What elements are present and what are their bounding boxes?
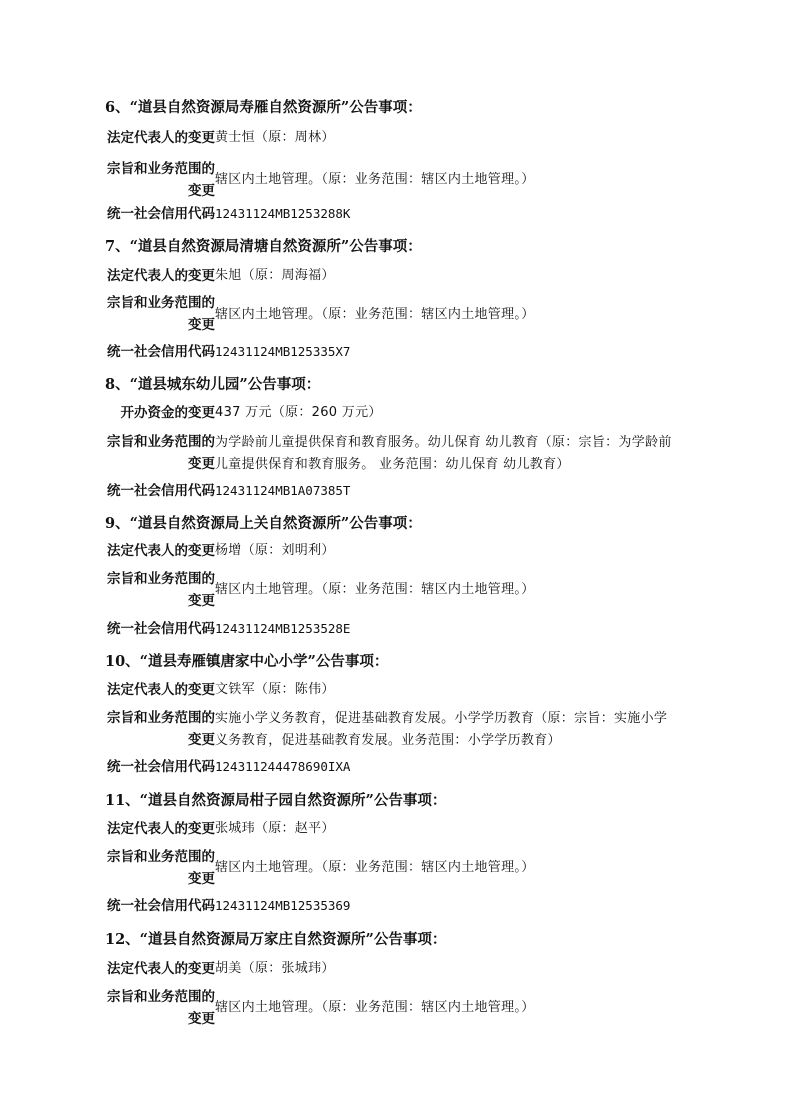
field-label xyxy=(103,568,215,612)
field-label-line: 宗旨和业务范围的 xyxy=(107,989,215,1005)
credit-code: 12431124MB12535369 xyxy=(215,898,351,913)
field-label: 统一社会信用代码 xyxy=(107,206,215,222)
field-label-line: 变更 xyxy=(188,183,215,199)
field-value: 义务教育，促进基础教育发展。业务范围：小学学历教育） xyxy=(215,733,561,748)
field-label-line: 变更 xyxy=(188,317,215,333)
field-value: 实施小学义务教育，促进基础教育发展。小学学历教育（原：宗旨：实施小学 xyxy=(215,711,668,726)
field-label-line: 宗旨和业务范围的 xyxy=(107,295,215,311)
field-label xyxy=(103,431,215,475)
field-value: 胡美（原：张城玮） xyxy=(215,961,335,976)
field-label-line: 宗旨和业务范围的 xyxy=(107,434,215,450)
section-heading: 11、“道县自然资源局柑子园自然资源所”公告事项： xyxy=(105,792,447,809)
section-heading: 8、“道县城东幼儿园”公告事项： xyxy=(105,376,321,393)
field-value: 辖区内土地管理。（原：业务范围：辖区内土地管理。） xyxy=(215,1000,535,1015)
section-heading: 10、“道县寿雁镇唐家中心小学”公告事项： xyxy=(105,653,389,670)
field-value: 辖区内土地管理。（原：业务范围：辖区内土地管理。） xyxy=(215,172,535,187)
section-heading: 7、“道县自然资源局清塘自然资源所”公告事项： xyxy=(105,238,422,255)
field-label: 法定代表人的变更 xyxy=(107,821,215,837)
section-heading: 12、“道县自然资源局万家庄自然资源所”公告事项： xyxy=(105,931,447,948)
field-label-line: 宗旨和业务范围的 xyxy=(107,710,215,726)
field-value: 杨增（原：刘明利） xyxy=(215,543,335,558)
field-label: 法定代表人的变更 xyxy=(107,543,215,559)
field-label: 统一社会信用代码 xyxy=(107,759,215,775)
section-heading: 9、“道县自然资源局上关自然资源所”公告事项： xyxy=(105,515,422,532)
field-label xyxy=(103,986,215,1030)
field-label: 法定代表人的变更 xyxy=(107,961,215,977)
credit-code: 124311244478690IXA xyxy=(215,759,351,774)
field-value: 文铁军（原：陈伟） xyxy=(215,682,335,697)
field-label: 开办资金的变更 xyxy=(120,405,215,421)
field-value: 朱旭（原：周海福） xyxy=(215,268,335,283)
field-label: 法定代表人的变更 xyxy=(107,682,215,698)
credit-code: 12431124MB1A07385T xyxy=(215,483,351,498)
credit-code: 12431124MB125335X7 xyxy=(215,344,351,359)
field-label: 统一社会信用代码 xyxy=(107,898,215,914)
field-label-line: 变更 xyxy=(188,456,215,472)
field-label xyxy=(103,158,215,202)
field-value: 辖区内土地管理。（原：业务范围：辖区内土地管理。） xyxy=(215,860,535,875)
field-label-line: 变更 xyxy=(188,1011,215,1027)
field-value: 辖区内土地管理。（原：业务范围：辖区内土地管理。） xyxy=(215,307,535,322)
field-label-line: 变更 xyxy=(188,871,215,887)
field-label: 统一社会信用代码 xyxy=(107,344,215,360)
field-label xyxy=(103,707,215,751)
field-label-line: 宗旨和业务范围的 xyxy=(107,571,215,587)
field-label: 法定代表人的变更 xyxy=(107,268,215,284)
field-value: 张城玮（原：赵平） xyxy=(215,821,335,836)
field-label: 法定代表人的变更 xyxy=(107,130,215,146)
credit-code: 12431124MB1253288K xyxy=(215,206,351,221)
field-label: 统一社会信用代码 xyxy=(107,621,215,637)
field-value: 辖区内土地管理。（原：业务范围：辖区内土地管理。） xyxy=(215,582,535,597)
field-label xyxy=(103,846,215,890)
field-value: 儿童提供保育和教育服务。 业务范围：幼儿保育 幼儿教育） xyxy=(215,457,570,472)
field-label: 统一社会信用代码 xyxy=(107,483,215,499)
field-label-line: 变更 xyxy=(188,732,215,748)
field-label-line: 宗旨和业务范围的 xyxy=(107,161,215,177)
section-heading: 6、“道县自然资源局寿雁自然资源所”公告事项： xyxy=(105,99,422,116)
field-label xyxy=(103,292,215,336)
field-value: 437 万元（原：260 万元） xyxy=(215,405,382,420)
credit-code: 12431124MB1253528E xyxy=(215,621,351,636)
field-label-line: 变更 xyxy=(188,593,215,609)
field-value: 黄士恒（原：周林） xyxy=(215,130,335,145)
field-value: 为学龄前儿童提供保育和教育服务。幼儿保育 幼儿教育（原：宗旨：为学龄前 xyxy=(215,435,672,450)
field-label-line: 宗旨和业务范围的 xyxy=(107,849,215,865)
